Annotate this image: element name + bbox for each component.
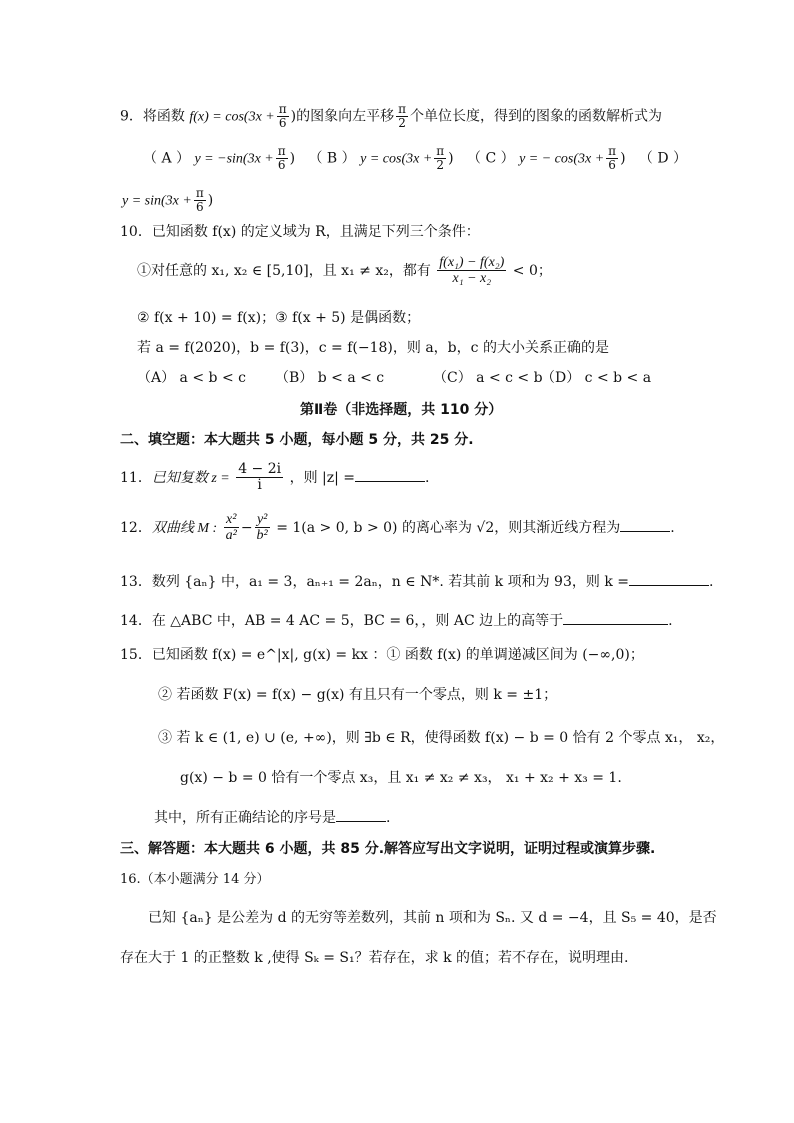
q9-number: 9．	[120, 108, 143, 125]
q10-options	[137, 370, 679, 387]
q13-answer-blank[interactable]	[629, 571, 709, 586]
q16-line2	[120, 950, 628, 967]
q9-option-b: y = cos(3x +	[360, 151, 433, 167]
part2-title	[300, 402, 502, 419]
q16-header: 16.（本小题满分 14 分）	[120, 872, 270, 887]
q9-fraction-pi6	[277, 103, 289, 130]
q12-fraction-y	[255, 512, 270, 544]
q10-option-b: （B） b < a < c	[275, 370, 385, 386]
q10-intro	[120, 224, 480, 241]
q9-options	[143, 145, 687, 172]
q13	[120, 571, 713, 591]
q12-text-a: 双曲线 M :	[151, 520, 218, 536]
paren: )	[289, 150, 296, 167]
q15-number: 15．	[120, 647, 152, 663]
q10-intro-text: 已知函数 f(x) 的定义域为 R，且满足下列三个条件：	[151, 224, 480, 240]
frac-den: 6	[278, 116, 287, 131]
q16-line1	[148, 910, 717, 927]
q10-c1-fraction	[437, 255, 506, 287]
q9-option-c-frac	[606, 145, 618, 172]
q11-answer-blank[interactable]	[355, 467, 425, 482]
frac-den: b²	[256, 528, 268, 544]
q10-condition-2	[137, 310, 420, 327]
frac-den: 6	[277, 158, 286, 173]
q15-line2	[158, 687, 557, 704]
frac-num: π	[195, 186, 204, 200]
frac-num: f(x₁) − f(x₂)	[439, 255, 505, 270]
q15-line3	[158, 730, 724, 747]
q10-c3-text: 若 a = f(2020)，b = f(3)，c = f(−18)，则 a，b，c 的大小关系正确的是	[137, 340, 609, 356]
q15-end: .	[386, 810, 391, 826]
q15-text-3: ③ 若 k ∈ (1, e) ∪ (e, +∞)，则 ∃b ∈ R，使得函数 f(x) − b = 0 恰有 2 个零点 x₁， x₂，	[158, 730, 725, 746]
q16-text-1: 已知 {aₙ} 是公差为 d 的无穷等差数列，其前 n 项和为 Sₙ. 又 d = −4，且 S₅ = 40，是否	[148, 910, 717, 926]
paren: )	[207, 192, 214, 209]
q9-option-c: y = − cos(3x +	[519, 151, 605, 167]
frac-num: π	[436, 144, 445, 158]
q13-text: 数列 {aₙ} 中，a₁ = 3，aₙ₊₁ = 2aₙ，n ∈ N*. 若其前 k 项和为 93，则 k =	[151, 574, 629, 590]
q12-number: 12．	[120, 519, 152, 536]
q9-option-d: y = sin(3x +	[122, 193, 192, 209]
q9-function: f(x) = cos(3x +	[189, 109, 275, 125]
q12-fraction-x	[224, 512, 239, 544]
q15-text-2: ② 若函数 F(x) = f(x) − g(x) 有且只有一个零点，则 k = ±1；	[158, 687, 558, 703]
frac-num: y²	[255, 512, 270, 528]
paren: )	[620, 150, 626, 167]
frac-den: 6	[195, 200, 204, 215]
frac-num: π	[398, 102, 406, 116]
q10-option-d: （D） c < b < a	[541, 370, 652, 386]
frac-den: i	[257, 477, 262, 494]
q9-option-a-label: （ A ）	[143, 150, 191, 167]
q10-c2-text: ② f(x + 10) = f(x)；③ f(x + 5) 是偶函数；	[137, 310, 421, 326]
q9-fraction-pi2	[396, 103, 408, 130]
q11	[120, 462, 429, 494]
q9-option-b-label: （ B ）	[308, 150, 356, 167]
frac-num: x²	[224, 512, 239, 528]
q11-end: .	[425, 469, 430, 486]
section-solutions-text: 三、解答题：本大题共 6 小题，共 85 分.解答应写出文字说明，证明过程或演算步骤.	[120, 841, 656, 857]
q9-text-a: 将函数	[142, 108, 185, 125]
q10-option-c: （C） a < c < b	[433, 370, 543, 386]
q12-answer-blank[interactable]	[620, 517, 670, 532]
q15-line5	[154, 807, 390, 827]
paren: )	[448, 150, 454, 167]
q10-condition-1	[137, 255, 552, 287]
q15-text-5: 其中，所有正确结论的序号是	[154, 810, 336, 826]
q15-line4	[180, 770, 622, 787]
section-fill-in	[120, 432, 474, 449]
q9-text-b: )的图象向左平移	[290, 108, 395, 125]
frac-num: π	[608, 144, 617, 158]
part2-title-text: 第Ⅱ卷（非选择题，共 110 分）	[300, 402, 503, 418]
q12-text-b: = 1(a > 0, b > 0) 的离心率为 √2，则其渐近线方程为	[276, 519, 621, 536]
frac-den: 2	[436, 158, 445, 173]
q13-number: 13．	[120, 574, 152, 590]
q14-number: 14．	[120, 613, 152, 629]
q9-text-c: 个单位长度，得到的图象的函数解析式为	[410, 108, 662, 125]
q9-option-c-label: （ C ）	[467, 150, 515, 167]
q12-end: .	[670, 519, 675, 536]
q11-text-b: ，则 |z| =	[289, 469, 356, 486]
q15-text-4: g(x) − b = 0 恰有一个零点 x₃，且 x₁ ≠ x₂ ≠ x₃， x₁ + x₂ + x₃ = 1.	[180, 770, 622, 786]
q9-option-a-frac	[276, 145, 288, 172]
frac-num: 4 − 2i	[238, 461, 282, 477]
q10-condition-3	[137, 340, 609, 357]
q9-option-d-frac	[194, 187, 206, 214]
q9-option-d-label: （ D ）	[638, 150, 688, 167]
q12: 12．双曲线 M : $\frac{\text{x²}}{\text{a²}}$ − $\frac{\text{y²}}{\text{b²}}$ = 1(a > 0, b > 0) 的离心率为 √2，则其渐近线方程为 .	[120, 512, 675, 544]
q10-number: 10．	[120, 224, 152, 240]
q11-text-a: 已知复数 z =	[151, 470, 230, 486]
q13-end: .	[708, 574, 714, 590]
q15-line1	[120, 647, 644, 664]
q14	[120, 610, 673, 630]
frac-den: x₁ − x₂	[452, 271, 492, 287]
frac-den: 6	[608, 158, 616, 173]
section-solutions	[120, 841, 655, 858]
q11-fraction	[236, 462, 283, 494]
q16-head	[120, 872, 269, 888]
q16-text-2: 存在大于 1 的正整数 k ,使得 Sₖ = S₁？若存在，求 k 的值；若不存在，说明理由.	[120, 950, 629, 966]
frac-den: 2	[398, 116, 406, 131]
q10-option-a: （A） a < b < c	[137, 370, 246, 386]
frac-num: π	[278, 102, 287, 116]
q10-c1-end: < 0；	[512, 262, 552, 279]
q11-number: 11．	[120, 469, 152, 486]
q15-answer-blank[interactable]	[336, 807, 386, 822]
q14-answer-blank[interactable]	[563, 610, 668, 625]
section-fill-in-text: 二、填空题：本大题共 5 小题，每小题 5 分，共 25 分.	[120, 432, 474, 448]
frac-den: a²	[225, 528, 237, 544]
q14-text: 在 △ABC 中，AB = 4 AC = 5，BC = 6，，则 AC 边上的高等于	[151, 613, 564, 629]
q9-option-b-frac	[434, 145, 446, 172]
frac-num: π	[277, 144, 286, 158]
q14-end: .	[668, 613, 673, 629]
q15-text-1: 已知函数 f(x) = e^|x|, g(x) = kx ：① 函数 f(x) 的单调递减区间为 (−∞,0)；	[151, 647, 644, 663]
q9-line1	[120, 103, 662, 130]
q9-option-a: y = −sin(3x +	[194, 151, 274, 167]
q10-c1-text: ①对任意的 x₁, x₂ ∈ [5,10]，且 x₁ ≠ x₂，都有	[137, 262, 431, 279]
q9-option-d-line	[122, 187, 213, 214]
